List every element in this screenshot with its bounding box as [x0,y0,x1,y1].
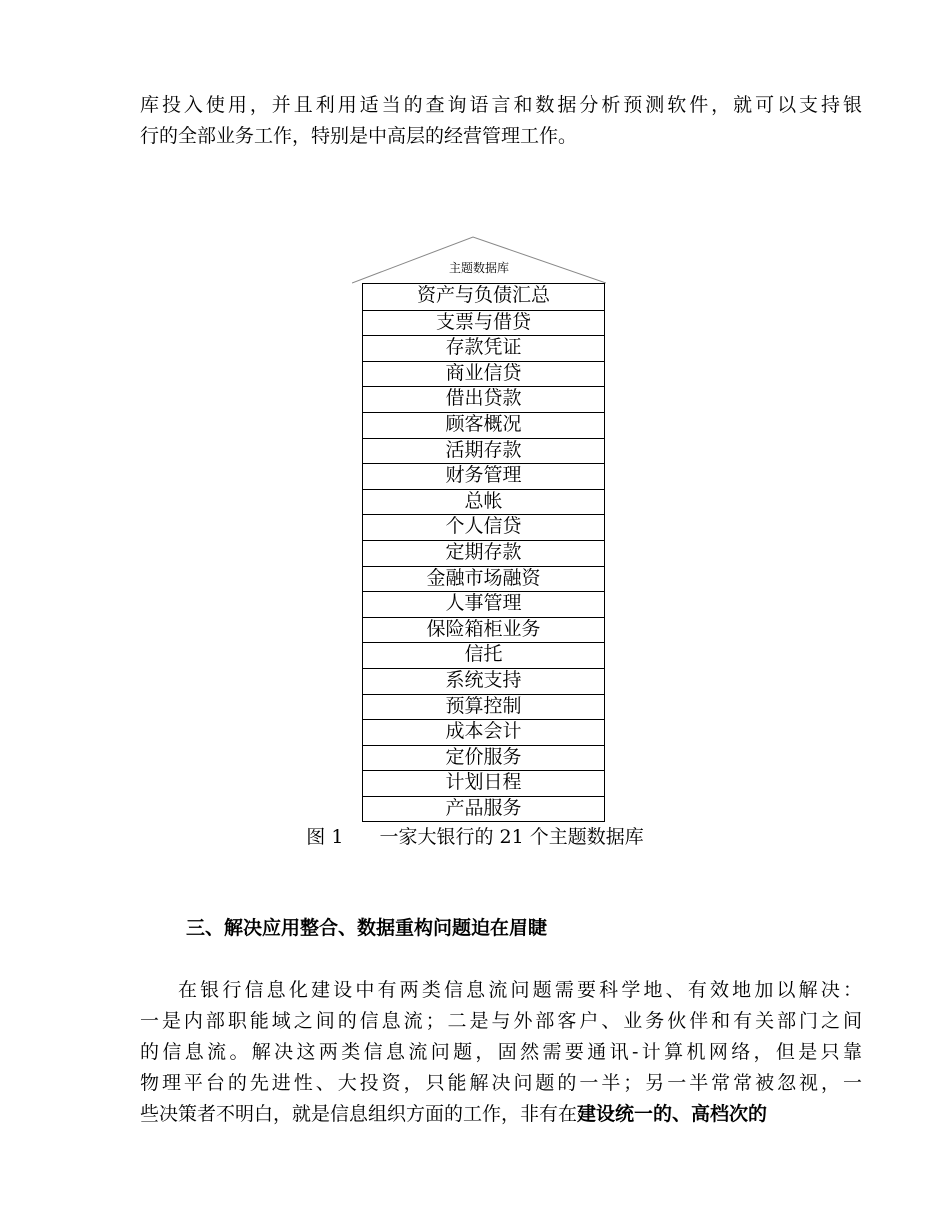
database-row: 保险箱柜业务 [363,617,604,643]
database-row: 财务管理 [363,463,604,489]
database-row: 定价服务 [363,745,604,771]
database-row: 系统支持 [363,668,604,694]
database-row: 计划日程 [363,770,604,796]
database-row: 个人信贷 [363,514,604,540]
text-line: 的信息流。解决这两类信息流问题，固然需要通讯-计算机网络，但是只靠 [140,1041,862,1063]
caption-number: 图 1 [306,826,344,848]
caption-text: 一家大银行的 21 个主题数据库 [379,826,644,848]
database-row: 存款凭证 [363,335,604,361]
database-row: 预算控制 [363,694,604,720]
database-row: 顾客概况 [363,412,604,438]
text-line-mixed [140,1099,862,1130]
text-line: 物理平台的先进性、大投资，只能解决问题的一半；另一半常常被忽视，一 [140,1072,862,1094]
subject-database-figure [352,236,606,824]
text-bold: 建设统一的、高档次的 [577,1103,768,1125]
paragraph-intro [140,90,862,152]
database-row: 借出贷款 [363,386,604,412]
database-row: 商业信贷 [363,361,604,387]
database-row: 人事管理 [363,591,604,617]
text-plain: 些决策者不明白，就是信息组织方面的工作，非有在 [140,1103,578,1125]
database-row: 资产与负债汇总 [416,284,550,306]
text-line: 库投入使用，并且利用适当的查询语言和数据分析预测软件，就可以支持银 [140,94,862,116]
paragraph-body [140,975,862,1130]
figure-caption [0,823,950,851]
text-line: 行的全部业务工作，特别是中高层的经营管理工作。 [140,125,578,147]
database-row: 活期存款 [363,438,604,464]
database-row: 成本会计 [363,719,604,745]
database-row: 总帐 [363,489,604,515]
section-heading: 三、解决应用整合、数据重构问题迫在眉睫 [186,917,548,939]
text-line: 在银行信息化建设中有两类信息流问题需要科学地、有效地加以解决： [178,979,862,1001]
database-row: 金融市场融资 [363,566,604,592]
database-row: 产品服务 [363,796,604,822]
roof-label: 主题数据库 [448,261,509,275]
database-row: 支票与借贷 [363,310,604,336]
database-list [362,283,605,822]
database-row: 定期存款 [363,540,604,566]
text-line: 一是内部职能域之间的信息流；二是与外部客户、业务伙伴和有关部门之间 [140,1010,862,1032]
database-row: 信托 [363,642,604,668]
